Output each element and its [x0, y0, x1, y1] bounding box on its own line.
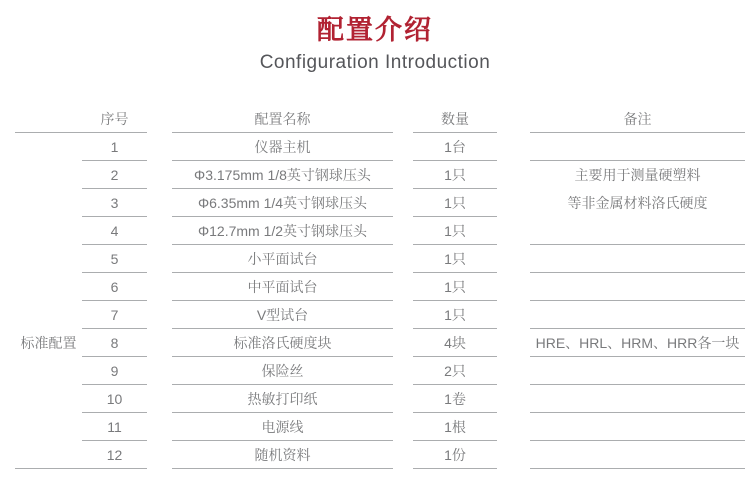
- row-remark: [530, 133, 745, 161]
- row-remark: [530, 413, 745, 441]
- row-remark: 主要用于测量硬塑料: [574, 167, 701, 183]
- side-label-cell: [15, 301, 82, 329]
- row-name: 标准洛氏硬度块: [172, 329, 393, 357]
- row-remark: [530, 301, 745, 329]
- row-name: 随机资料: [172, 441, 393, 469]
- row-name: 电源线: [172, 413, 393, 441]
- row-remark: [530, 245, 745, 273]
- table-row: [15, 245, 745, 273]
- row-name: Φ3.175mm 1/8英寸钢球压头: [172, 161, 393, 189]
- side-label: 标准配置: [20, 335, 77, 351]
- row-remark: 等非金属材料洛氏硬度: [567, 195, 708, 211]
- row-index: 12: [82, 441, 147, 469]
- configuration-table: [15, 105, 745, 469]
- table-row: [15, 413, 745, 441]
- row-index: 11: [82, 413, 147, 441]
- side-label-cell: [15, 273, 82, 301]
- side-label-cell: [15, 385, 82, 413]
- row-name: Φ6.35mm 1/4英寸钢球压头: [172, 189, 393, 217]
- row-index: 4: [82, 217, 147, 245]
- side-label-cell: [15, 217, 82, 245]
- row-name: 热敏打印纸: [172, 385, 393, 413]
- side-label-cell: [15, 245, 82, 273]
- table-row: [15, 385, 745, 413]
- row-qty: 1只: [413, 301, 497, 329]
- row-qty: 1只: [413, 245, 497, 273]
- row-index: 1: [82, 133, 147, 161]
- header-qty: 数量: [413, 105, 497, 133]
- row-remark: [530, 217, 745, 245]
- row-name: 中平面试台: [172, 273, 393, 301]
- row-remark: [530, 357, 745, 385]
- header-index: 序号: [82, 105, 147, 133]
- table-row: [15, 133, 745, 161]
- table-row: [15, 357, 745, 385]
- header-name: 配置名称: [172, 105, 393, 133]
- row-index: 6: [82, 273, 147, 301]
- page-title: 配置介绍: [317, 15, 433, 45]
- row-name: 小平面试台: [172, 245, 393, 273]
- row-remark: [530, 385, 745, 413]
- header-side-label-spacer: [15, 105, 82, 133]
- row-qty: 1卷: [413, 385, 497, 413]
- row-qty: 2只: [413, 357, 497, 385]
- row-name: V型试台: [172, 301, 393, 329]
- row-index: 10: [82, 385, 147, 413]
- row-qty: 4块: [413, 329, 497, 357]
- row-remark: HRE、HRL、HRM、HRR各一块: [530, 329, 745, 357]
- side-label-cell: [15, 357, 82, 385]
- row-qty: 1根: [413, 413, 497, 441]
- row-remark: [530, 273, 745, 301]
- row-qty: 1只: [413, 161, 497, 189]
- row-name: 仪器主机: [172, 133, 393, 161]
- row-qty: 1份: [413, 441, 497, 469]
- row-index: 7: [82, 301, 147, 329]
- table-header-row: [15, 105, 745, 133]
- row-qty: 1只: [413, 189, 497, 217]
- row-name: Φ12.7mm 1/2英寸钢球压头: [172, 217, 393, 245]
- row-index: 8: [82, 329, 147, 357]
- table-row: [15, 273, 745, 301]
- page-subtitle: Configuration Introduction: [259, 52, 491, 73]
- table-row: [15, 329, 745, 357]
- header-remark: 备注: [530, 105, 745, 133]
- side-label-cell: [15, 189, 82, 217]
- table-row: [15, 189, 745, 217]
- side-label-cell: [15, 161, 82, 189]
- table-row: [15, 217, 745, 245]
- row-qty: 1只: [413, 217, 497, 245]
- row-index: 2: [82, 161, 147, 189]
- row-index: 9: [82, 357, 147, 385]
- side-label-cell: [15, 413, 82, 441]
- row-index: 5: [82, 245, 147, 273]
- row-qty: 1台: [413, 133, 497, 161]
- side-label-cell: [15, 133, 82, 161]
- table-row: [15, 301, 745, 329]
- row-qty: 1只: [413, 273, 497, 301]
- table-row: [15, 161, 745, 189]
- row-name: 保险丝: [172, 357, 393, 385]
- row-index: 3: [82, 189, 147, 217]
